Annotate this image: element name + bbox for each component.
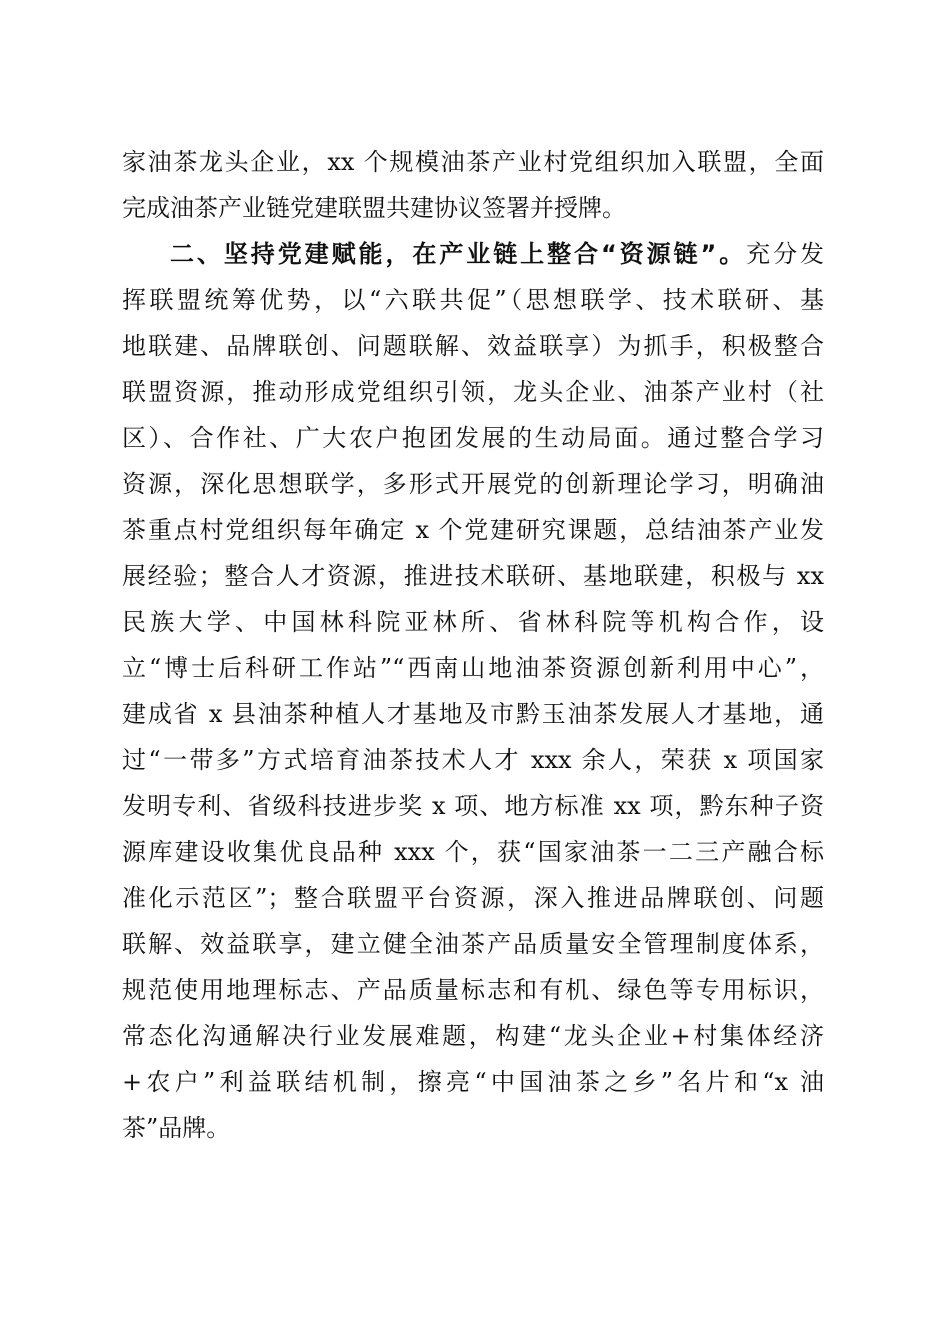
text-line: 挥联盟统筹优势，以“六联共促”（思想联学、技术联研、基 [122, 286, 824, 314]
text-line: 展经验；整合人才资源，推进技术联研、基地联建，积极与 xx [122, 562, 824, 590]
text-line: 家油茶龙头企业，xx 个规模油茶产业村党组织加入联盟，全面 [122, 148, 824, 176]
text-line: 资源，深化思想联学，多形式开展党的创新理论学习，明确油 [122, 470, 824, 498]
paragraph-2 [122, 231, 824, 1151]
text-line: 源库建设收集优良品种 xxx 个，获“国家油茶一二三产融合标 [122, 838, 824, 866]
text-line: 准化示范区”；整合联盟平台资源，深入推进品牌联创、问题 [122, 884, 824, 912]
body-text [122, 139, 824, 1151]
text-line: 发明专利、省级科技进步奖 x 项、地方标准 xx 项，黔东种子资 [122, 792, 824, 820]
paragraph-1 [122, 139, 824, 231]
text-line: +农户”利益联结机制，擦亮“中国油茶之乡”名片和“x 油 [122, 1068, 824, 1096]
text-line: 完成油茶产业链党建联盟共建协议签署并授牌。 [122, 194, 626, 222]
text-line: 常态化沟通解决行业发展难题，构建“龙头企业+村集体经济 [122, 1022, 824, 1050]
text-line: 立“博士后科研工作站”“西南山地油茶资源创新利用中心”， [122, 654, 824, 682]
section-heading: 二、坚持党建赋能，在产业链上整合“资源链”。 [170, 240, 747, 268]
text-segment: 充分发 [746, 240, 825, 268]
text-line: 联解、效益联享，建立健全油茶产品质量安全管理制度体系， [122, 930, 824, 958]
text-line: 茶”品牌。 [122, 1114, 231, 1142]
text-line: 区）、合作社、广大农户抱团发展的生动局面。通过整合学习 [122, 424, 824, 452]
text-line: 民族大学、中国林科院亚林所、省林科院等机构合作，设 [122, 608, 824, 636]
text-line: 规范使用地理标志、产品质量标志和有机、绿色等专用标识， [122, 976, 824, 1004]
text-line: 建成省 x 县油茶种植人才基地及市黔玉油茶发展人才基地，通 [122, 700, 824, 728]
text-line: 茶重点村党组织每年确定 x 个党建研究课题，总结油茶产业发 [122, 516, 824, 544]
text-line: 联盟资源，推动形成党组织引领，龙头企业、油茶产业村（社 [122, 378, 824, 406]
text-line [122, 231, 824, 277]
text-line: 地联建、品牌联创、问题联解、效益联享）为抓手，积极整合 [122, 332, 824, 360]
text-line: 过“一带多”方式培育油茶技术人才 xxx 余人，荣获 x 项国家 [122, 746, 824, 774]
